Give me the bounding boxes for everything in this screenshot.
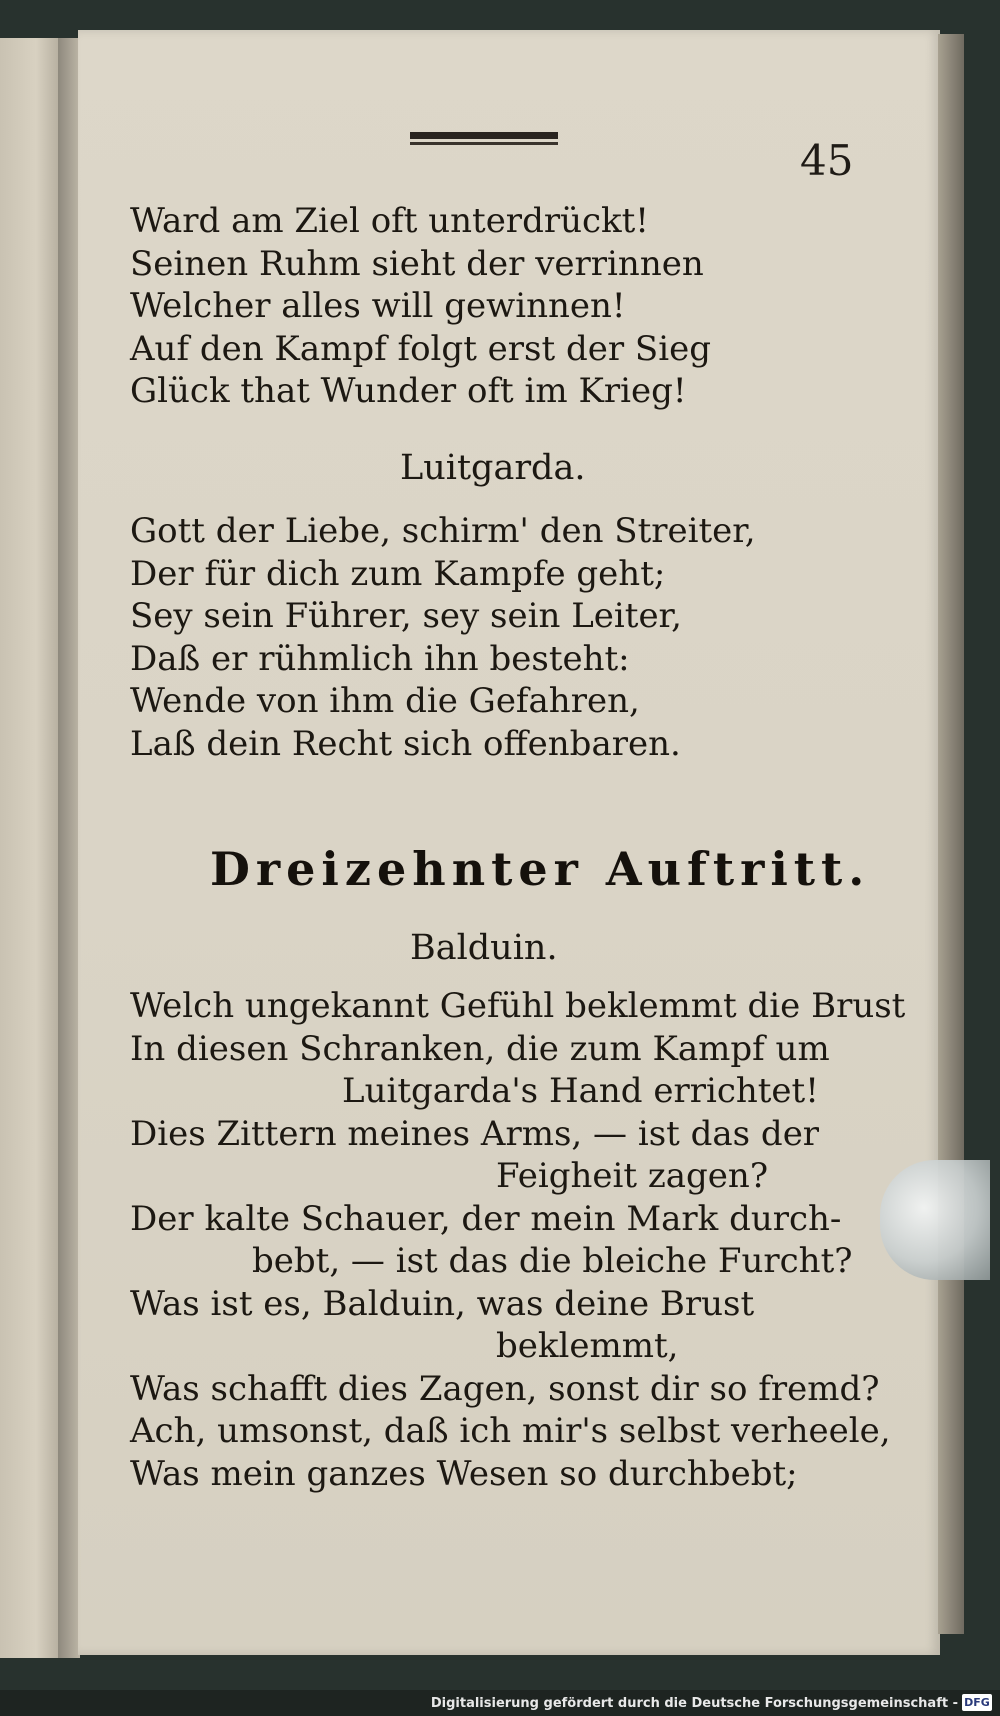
verse-line-continued: Feigheit zagen? bbox=[496, 1156, 769, 1196]
stanza-chorus bbox=[130, 200, 711, 413]
verse-line: Glück that Wunder oft im Krieg! bbox=[130, 371, 687, 411]
verse-line: Seinen Ruhm sieht der verrinnen bbox=[130, 243, 704, 284]
verse-line: Der für dich zum Kampfe geht; bbox=[130, 553, 666, 594]
verse-line: In diesen Schranken, die zum Kampf um bbox=[130, 1028, 830, 1069]
verse-line: Dies Zittern meines Arms, — ist das der bbox=[130, 1113, 820, 1154]
verse-line: Daß er rühmlich ihn besteht: bbox=[130, 638, 630, 679]
monologue-balduin bbox=[130, 985, 905, 1495]
verse-line: Was ist es, Balduin, was deine Brust bbox=[130, 1283, 755, 1324]
ornament-bar-thick bbox=[410, 132, 558, 139]
dfg-logo-icon: DFG bbox=[962, 1694, 992, 1711]
verse-line-continued: beklemmt, bbox=[496, 1326, 679, 1366]
verse-line: Ach, umsonst, daß ich mir's selbst verheele, bbox=[130, 1411, 891, 1451]
verse-line: Welcher alles will gewinnen! bbox=[130, 286, 626, 326]
verse-line: Welch ungekannt Gefühl beklemmt die Brust bbox=[130, 986, 906, 1026]
verse-line: Gott der Liebe, schirm' den Streiter, bbox=[130, 511, 756, 551]
verse-line: Auf den Kampf folgt erst der Sieg bbox=[130, 328, 711, 369]
funding-credit: Digitalisierung gefördert durch die Deutsche Forschungsgemeinschaft - bbox=[430, 1696, 958, 1711]
verse-line: Was mein ganzes Wesen so durchbebt; bbox=[130, 1453, 798, 1494]
header-ornament bbox=[410, 132, 558, 148]
verse-line: Der kalte Schauer, der mein Mark durch- bbox=[130, 1198, 842, 1239]
page-number: 45 bbox=[800, 136, 854, 185]
left-page-edge bbox=[0, 38, 60, 1658]
verse-line: Laß dein Recht sich offenbaren. bbox=[130, 723, 681, 764]
page-stack-edge bbox=[938, 34, 964, 1634]
verse-line: Was schafft dies Zagen, sonst dir so fremd? bbox=[130, 1368, 880, 1409]
stanza-luitgarda bbox=[130, 510, 756, 765]
book-gutter bbox=[58, 38, 80, 1658]
verse-line-continued: bebt, — ist das die bleiche Furcht? bbox=[252, 1241, 853, 1281]
verse-line-continued: Luitgarda's Hand errichtet! bbox=[342, 1071, 819, 1111]
speaker-balduin: Balduin. bbox=[410, 928, 558, 968]
ornament-bar-thin bbox=[410, 142, 558, 145]
verse-line: Ward am Ziel oft unterdrückt! bbox=[130, 201, 649, 241]
speaker-luitgarda: Luitgarda. bbox=[400, 448, 586, 488]
verse-line: Wende von ihm die Gefahren, bbox=[130, 681, 640, 721]
verse-line: Sey sein Führer, sey sein Leiter, bbox=[130, 596, 682, 636]
scene-heading: Dreizehnter Auftritt. bbox=[210, 842, 871, 896]
